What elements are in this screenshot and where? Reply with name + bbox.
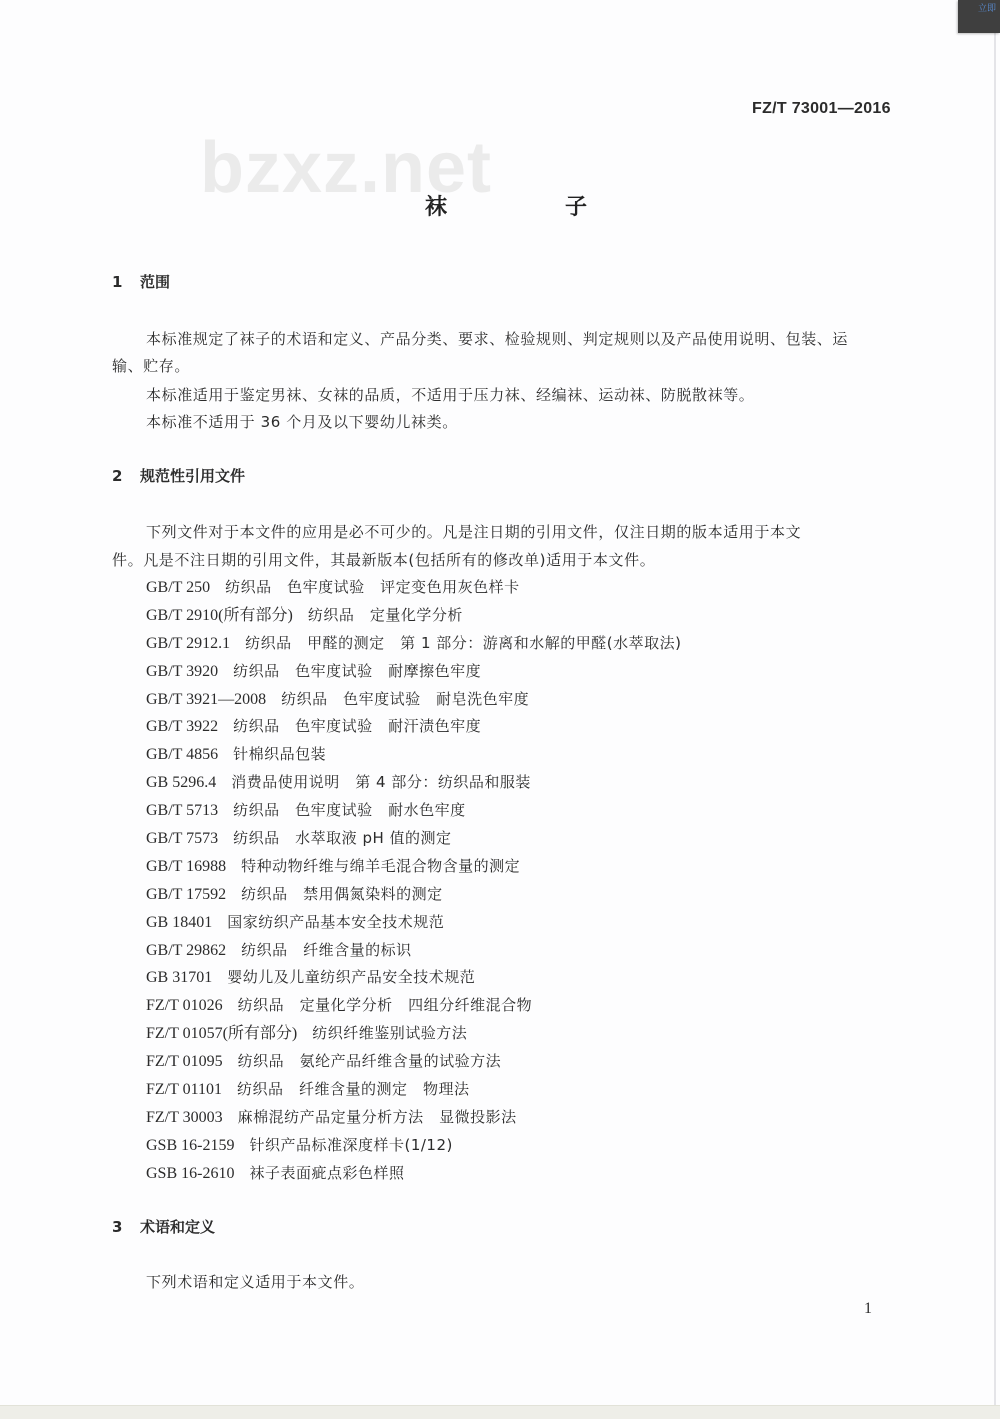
reference-item xyxy=(146,602,681,630)
reference-item xyxy=(146,769,681,797)
reference-title: 纺织品 色牢度试验 耐汗渍色牢度 xyxy=(233,717,482,736)
reference-title: 纺织品 纤维含量的标识 xyxy=(241,940,412,959)
reference-title: 纺织品 水萃取液 pH 值的测定 xyxy=(233,829,452,848)
reference-title: 针织产品标准深度样卡(1/12) xyxy=(249,1135,453,1154)
reference-title: 纺织品 定量化学分析 四组分纤维混合物 xyxy=(237,996,533,1015)
reference-title: 纺织品 甲醛的测定 第 1 部分：游离和水解的甲醛(水萃取法) xyxy=(245,633,682,652)
reference-title: 针棉织品包装 xyxy=(233,745,327,764)
reference-code: GB 31701 xyxy=(146,969,213,987)
reference-code: GB/T 7573 xyxy=(146,830,219,848)
reference-code: GB/T 17592 xyxy=(146,885,227,903)
reference-title: 纺织品 色牢度试验 耐摩擦色牢度 xyxy=(233,661,482,680)
reference-code: FZ/T 01026 xyxy=(146,997,223,1015)
reference-item xyxy=(146,853,681,881)
reference-item xyxy=(146,630,681,658)
reference-title: 纺织品 色牢度试验 评定变色用灰色样卡 xyxy=(225,578,520,596)
horizontal-scrollbar[interactable] xyxy=(0,1405,1000,1419)
reference-item xyxy=(146,686,681,714)
reference-item xyxy=(146,1160,681,1188)
reference-item xyxy=(146,964,681,992)
scope-paragraph-1-cont: 输、贮存。 xyxy=(112,357,191,375)
reference-code: GB/T 29862 xyxy=(146,941,227,959)
reference-title: 袜子表面疵点彩色样照 xyxy=(249,1163,405,1182)
corner-action-label: 立即 xyxy=(978,4,997,14)
reference-code: GB/T 3921—2008 xyxy=(146,690,267,708)
section-number: 3 xyxy=(112,1218,123,1236)
section-title: 术语和定义 xyxy=(140,1218,216,1236)
reference-code: GB/T 3920 xyxy=(146,662,219,680)
section-heading-1 xyxy=(112,271,170,292)
reference-code: GB/T 3922 xyxy=(146,718,219,736)
reference-code: GB 5296.4 xyxy=(146,774,217,792)
normative-paragraph-1-cont: 件。凡是不注日期的引用文件，其最新版本(包括所有的修改单)适用于本文件。 xyxy=(112,551,656,569)
reference-title: 纺织品 色牢度试验 耐水色牢度 xyxy=(233,801,466,820)
watermark: bzxz.net xyxy=(200,128,493,208)
section-number: 2 xyxy=(112,467,123,485)
section-number: 1 xyxy=(112,273,123,291)
reference-code: GB/T 2910(所有部分) xyxy=(146,606,293,624)
terms-paragraph-1: 下列术语和定义适用于本文件。 xyxy=(146,1273,365,1291)
section-title: 规范性引用文件 xyxy=(140,467,246,485)
reference-code: GB/T 250 xyxy=(146,579,211,596)
reference-code: FZ/T 01057(所有部分) xyxy=(146,1025,298,1043)
standard-code: FZ/T 73001—2016 xyxy=(752,100,891,117)
reference-item xyxy=(146,797,681,825)
reference-title: 国家纺织产品基本安全技术规范 xyxy=(227,912,445,931)
reference-item xyxy=(146,1020,681,1048)
section-title: 范围 xyxy=(140,273,171,291)
reference-item xyxy=(146,1104,681,1132)
reference-code: GSB 16-2159 xyxy=(146,1136,235,1154)
reference-list xyxy=(146,574,681,1188)
corner-action-button[interactable] xyxy=(958,0,1000,33)
reference-title: 纺织品 定量化学分析 xyxy=(307,605,463,624)
scope-paragraph-3: 本标准不适用于 36 个月及以下婴幼儿袜类。 xyxy=(146,413,458,431)
reference-code: GB/T 4856 xyxy=(146,746,219,764)
reference-title: 麻棉混纺产品定量分析方法 显微投影法 xyxy=(237,1107,517,1126)
scope-paragraph-1: 本标准规定了袜子的术语和定义、产品分类、要求、检验规则、判定规则以及产品使用说明、包装、运 xyxy=(146,330,849,348)
reference-item xyxy=(146,741,681,769)
reference-item xyxy=(146,909,681,937)
page-number: 1 xyxy=(864,1300,872,1317)
normative-paragraph-1: 下列文件对于本文件的应用是必不可少的。凡是注日期的引用文件，仅注日期的版本适用于本文 xyxy=(146,523,802,541)
reference-item xyxy=(146,1132,681,1160)
reference-title: 纺织品 色牢度试验 耐皂洗色牢度 xyxy=(281,689,530,708)
reference-code: FZ/T 30003 xyxy=(146,1108,223,1126)
reference-item xyxy=(146,713,681,741)
reference-code: FZ/T 01095 xyxy=(146,1053,223,1071)
page-edge-divider xyxy=(994,30,996,1410)
document-title: 袜子 xyxy=(425,195,706,220)
reference-title: 婴幼儿及儿童纺织产品安全技术规范 xyxy=(227,968,476,987)
scope-paragraph-2: 本标准适用于鉴定男袜、女袜的品质，不适用于压力袜、经编袜、运动袜、防脱散袜等。 xyxy=(146,386,755,404)
reference-code: GB/T 5713 xyxy=(146,802,219,820)
reference-code: GSB 16-2610 xyxy=(146,1164,235,1182)
reference-title: 纺织纤维鉴别试验方法 xyxy=(312,1024,468,1043)
reference-item xyxy=(146,1076,681,1104)
section-heading-2 xyxy=(112,465,245,486)
reference-item xyxy=(146,881,681,909)
reference-title: 纺织品 纤维含量的测定 物理法 xyxy=(237,1080,470,1099)
reference-title: 特种动物纤维与绵羊毛混合物含量的测定 xyxy=(241,856,521,875)
reference-code: GB/T 2912.1 xyxy=(146,634,231,652)
reference-item xyxy=(146,937,681,965)
reference-code: GB/T 16988 xyxy=(146,857,227,875)
reference-item xyxy=(146,574,681,602)
reference-item xyxy=(146,658,681,686)
reference-title: 消费品使用说明 第 4 部分：纺织品和服装 xyxy=(231,773,531,792)
reference-title: 纺织品 氨纶产品纤维含量的试验方法 xyxy=(237,1052,502,1071)
reference-item xyxy=(146,825,681,853)
section-heading-3 xyxy=(112,1216,215,1237)
reference-code: FZ/T 01101 xyxy=(146,1081,223,1099)
reference-title: 纺织品 禁用偶氮染料的测定 xyxy=(241,884,443,903)
reference-code: GB 18401 xyxy=(146,913,213,931)
reference-item xyxy=(146,992,681,1020)
reference-item xyxy=(146,1048,681,1076)
